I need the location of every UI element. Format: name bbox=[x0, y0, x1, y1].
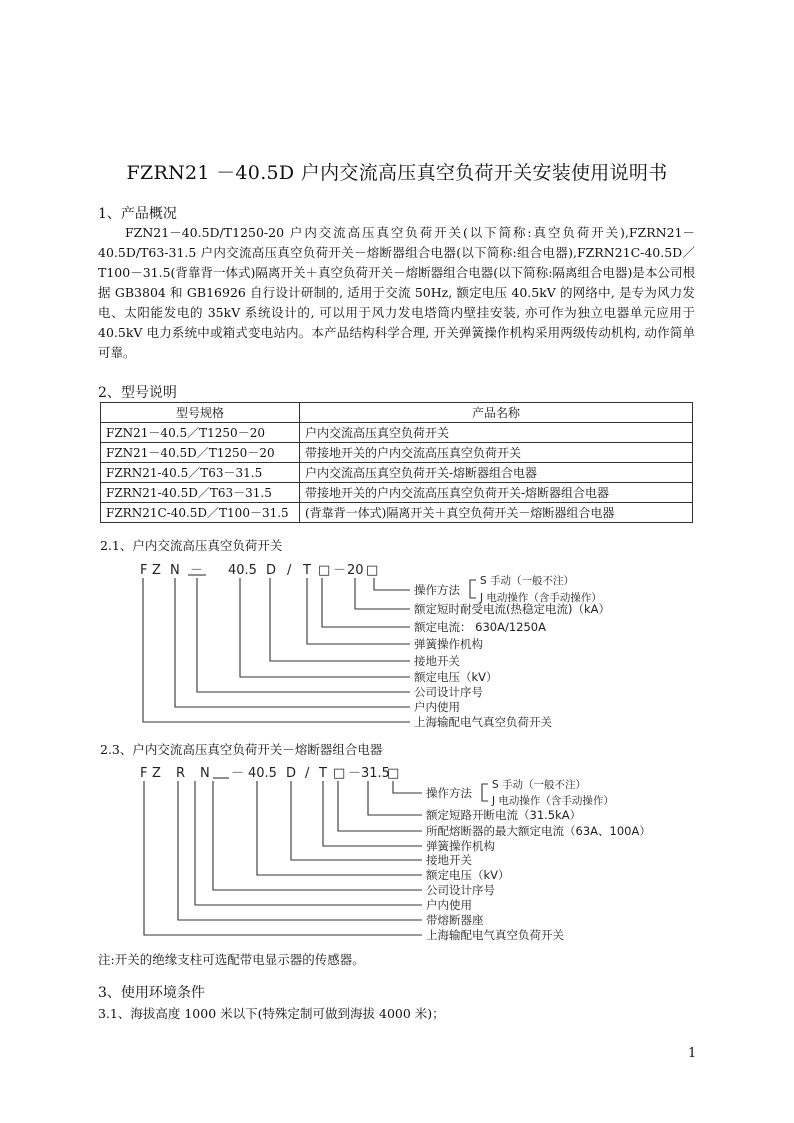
code-char: N bbox=[170, 563, 180, 578]
code-char: 31.5 bbox=[361, 766, 390, 781]
code-char: － bbox=[190, 563, 204, 578]
diagram-label: 额定电流： 630A/1250A bbox=[414, 620, 546, 634]
diagram-label: 公司设计序号 bbox=[426, 883, 495, 897]
table-header-cell: 型号规格 bbox=[101, 403, 300, 423]
diagram-label: 额定电压（kV） bbox=[414, 670, 498, 684]
diagram-label: 弹簧操作机构 bbox=[414, 637, 483, 651]
diagram-label: 额定短时耐受电流(热稳定电流)（kA） bbox=[414, 602, 610, 616]
table-cell-name: 户内交流高压真空负荷开关-熔断器组合电器 bbox=[300, 463, 693, 483]
op-s-label: S 手动（一般不注） bbox=[480, 575, 575, 587]
diagram-label: 所配熔断器的最大额定电流（63A、100A） bbox=[426, 824, 651, 838]
table-cell-name: 带接地开关的户内交流高压真空负荷开关 bbox=[300, 443, 693, 463]
table-cell-model: FZRN21-40.5／T63－31.5 bbox=[101, 463, 300, 483]
diagram-label: 带熔断器座 bbox=[426, 913, 484, 927]
table-cell-model: FZRN21-40.5D／T63－31.5 bbox=[101, 483, 300, 503]
op-j-label: J 电动操作（含手动操作） bbox=[480, 592, 602, 604]
env-item-altitude: 3.1、海拔高度 1000 米以下(特殊定制可做到海拔 4000 米)； bbox=[98, 1006, 445, 1021]
code-char: R bbox=[176, 766, 186, 781]
code-char: □ bbox=[318, 563, 331, 578]
overview-paragraph: FZN21－40.5D/T1250-20 户内交流高压真空负荷开关(以下简称:真空负荷开关),FZRN21－40.5D/T63-31.5 户内交流高压真空负荷开关－熔断器组合电器(以下简称:组合电器),FZRN21C-40.5D／T100－31.5(背靠背一体式)隔离开关＋真空负荷开关－熔断器组合电器(以下简称:隔离组合电器)是本公司根据 GB3804 和 GB16926 自行设计研制的, 适用于交流 50Hz, 额定电压 40.5kV 的网络中, 是专为风力发电、太阳能发电的 35kV 系统设计的, 可以用于风力发电塔筒内壁挂安装, 亦可作为独立电器单元应用于 40.5kV 电力系统中或箱式变电站内。本产品结构科学合理, 开关弹簧操作机构采用两级传动机构, 动作简单可靠。 bbox=[98, 225, 695, 360]
diagram2-heading: 2.3、户内交流高压真空负荷开关－熔断器组合电器 bbox=[100, 742, 383, 757]
code-char: D bbox=[286, 766, 297, 781]
code-char: － bbox=[231, 766, 245, 781]
code-char: 40.5 bbox=[248, 766, 277, 781]
diagram1-heading: 2.1、户内交流高压真空负荷开关 bbox=[100, 538, 283, 553]
section-env-heading: 3、使用环境条件 bbox=[98, 985, 205, 1001]
code-char: － bbox=[348, 766, 362, 781]
code-char: T bbox=[303, 563, 311, 578]
page-number: 1 bbox=[688, 1046, 697, 1061]
code-char: － bbox=[333, 563, 347, 578]
code-char: D bbox=[266, 563, 277, 578]
op-j-label: J 电动操作（含手动操作） bbox=[492, 795, 614, 807]
diagram-label: 接地开关 bbox=[414, 654, 460, 668]
section-overview-heading: 1、产品概况 bbox=[98, 206, 177, 222]
code-char: 20 bbox=[347, 563, 364, 578]
code-char: □ bbox=[333, 766, 346, 781]
table-cell-name: (背靠背一体式)隔离开关＋真空负荷开关－熔断器组合电器 bbox=[300, 503, 693, 523]
table-header-cell: 产品名称 bbox=[300, 403, 693, 423]
diagram-label: 弹簧操作机构 bbox=[426, 839, 495, 853]
code-char: / bbox=[305, 766, 310, 781]
document-title: FZRN21 －40.5D 户内交流高压真空负荷开关安装使用说明书 bbox=[126, 162, 668, 184]
code-char: Z bbox=[152, 563, 161, 578]
table-cell-name: 户内交流高压真空负荷开关 bbox=[300, 423, 693, 443]
code-char: F bbox=[140, 766, 148, 781]
op-method-label: 操作方法 bbox=[414, 583, 460, 597]
table-cell-model: FZRN21C-40.5D／T100－31.5 bbox=[101, 503, 300, 523]
table-cell-model: FZN21－40.5D／T1250－20 bbox=[101, 443, 300, 463]
table-cell-model: FZN21－40.5／T1250－20 bbox=[101, 423, 300, 443]
diagram-label: 户内使用 bbox=[414, 700, 460, 714]
table-cell-name: 带接地开关的户内交流高压真空负荷开关-熔断器组合电器 bbox=[300, 483, 693, 503]
op-s-label: S 手动（一般不注） bbox=[492, 779, 587, 791]
code-char: □ bbox=[387, 766, 400, 781]
insulator-note: 注:开关的绝缘支柱可选配带电显示器的传感器。 bbox=[98, 952, 365, 967]
code-char: □ bbox=[366, 563, 379, 578]
code-char: F bbox=[140, 563, 148, 578]
code-char: 40.5 bbox=[228, 563, 257, 578]
diagram-label: 户内使用 bbox=[426, 898, 472, 912]
diagram-label: 接地开关 bbox=[426, 853, 472, 867]
code-char: Z bbox=[152, 766, 161, 781]
diagram-label: 上海输配电气真空负荷开关 bbox=[426, 928, 564, 942]
code-char: / bbox=[287, 563, 292, 578]
diagram-label: 公司设计序号 bbox=[414, 685, 483, 699]
diagram-label: 上海输配电气真空负荷开关 bbox=[414, 715, 552, 729]
section-model-heading: 2、型号说明 bbox=[98, 385, 177, 401]
op-method-label: 操作方法 bbox=[426, 786, 472, 800]
code-char: N bbox=[200, 766, 210, 781]
diagram-label: 额定电压（kV） bbox=[426, 868, 510, 882]
code-char: T bbox=[319, 766, 327, 781]
diagram-label: 额定短路开断电流（31.5kA） bbox=[426, 808, 582, 822]
